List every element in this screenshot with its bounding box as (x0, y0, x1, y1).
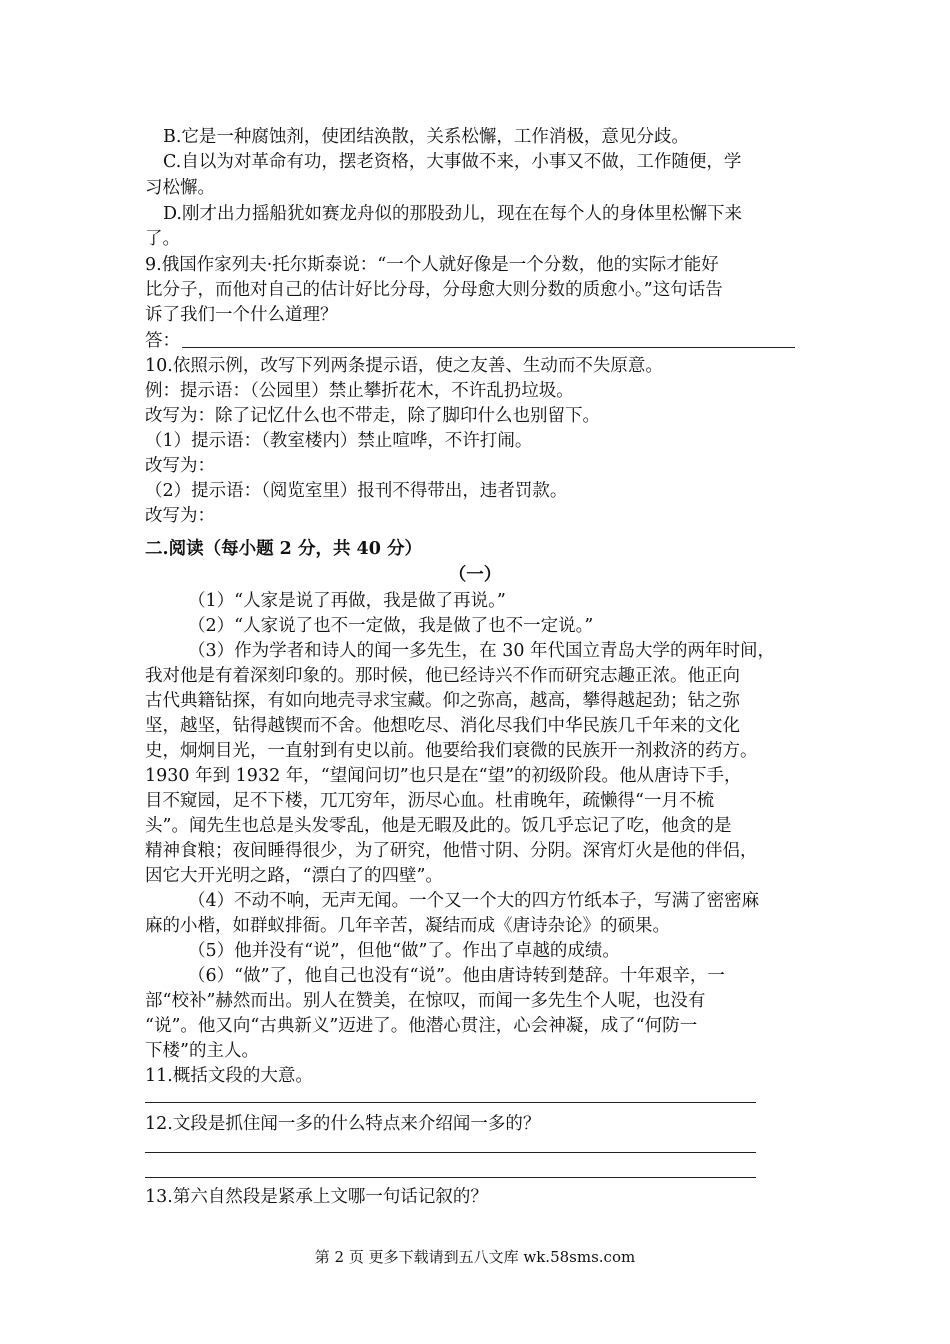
question-9: 9.俄国作家列夫·托尔斯泰说：“一个人就好像是一个分数，他的实际才能好 (145, 255, 719, 275)
option-d: D.刚才出力摇船犹如赛龙舟似的那股劲儿，现在在每个人的身体里松懈下来 (163, 204, 742, 224)
paragraph-3-line: 精神食粮；夜间睡得很少，为了研究，他惜寸阴、分阴。深宵灯火是他的伴侣， (145, 841, 758, 861)
option-c-cont: 习松懈。 (145, 178, 215, 198)
question-10: 10.依照示例，改写下列两条提示语，使之友善、生动而不失原意。 (145, 356, 663, 376)
question-9-line2: 比分子，而他对自己的估计好比分母，分母愈大则分数的质愈小。”这句话告 (145, 280, 723, 300)
paragraph-4-line: 麻的小楷，如群蚁排衙。几年辛苦，凝结而成《唐诗杂论》的硕果。 (145, 916, 670, 936)
prompt-2: （2）提示语：（阅览室里）报刊不得带出，违者罚款。 (145, 481, 568, 501)
option-c: C.自以为对革命有功，摆老资格，大事做不来，小事又不做，工作随便，学 (163, 152, 742, 172)
paragraph-3-line: 头”。闻先生也总是头发零乱，他是无暇及此的。饭几乎忘记了吃，他贪的是 (145, 816, 732, 836)
paragraph-5: （5）他并没有“说”，但他“做”了。作出了卓越的成绩。 (188, 941, 620, 961)
prompt-1: （1）提示语：（教室楼内）禁止喧哗，不许打闹。 (145, 431, 533, 451)
paragraph-6-line: “说”。他又向“古典新义”迈进了。他潜心贯注，心会神凝，成了“何防一 (145, 1016, 698, 1036)
example-prompt: 例：提示语：（公园里）禁止攀折花木，不许乱扔垃圾。 (145, 381, 574, 401)
page-footer: 第 2 页 更多下载请到五八文库 wk.58sms.com (314, 1248, 636, 1266)
answer-line[interactable] (145, 1102, 756, 1103)
paragraph-3-line: 我对他是有着深刻印象的。那时候，他已经诗兴不作而研究志趣正浓。他正向 (145, 666, 740, 686)
answer-line[interactable] (145, 1152, 756, 1153)
paragraph-4: （4）不动不响，无声无闻。一个又一个大的四方竹纸本子，写满了密密麻 (188, 891, 760, 911)
paragraph-1: （1）“人家是说了再做，我是做了再说。” (188, 591, 506, 611)
option-b: B.它是一种腐蚀剂，使团结涣散，关系松懈，工作消极，意见分歧。 (163, 127, 689, 147)
option-d-cont: 了。 (145, 229, 180, 249)
paragraph-3-line: 史，炯炯目光，一直射到有史以前。他要给我们衰微的民族开一剂救济的药方。 (145, 741, 758, 761)
paragraph-3-line: 因它大开光明之路，“漂白了的四壁”。 (145, 866, 443, 886)
paragraph-6-line: 部“校补”赫然而出。别人在赞美，在惊叹，而闻一多先生个人呢，也没有 (145, 991, 706, 1011)
paragraph-6: （6）“做”了，他自己也没有“说”。他由唐诗转到楚辞。十年艰辛，一 (188, 966, 725, 986)
answer-line[interactable] (145, 1177, 756, 1178)
paragraph-3-line: 目不窥园，足不下楼，兀兀穷年，沥尽心血。杜甫晚年，疏懒得“一月不梳 (145, 791, 714, 811)
answer-line[interactable] (182, 347, 795, 348)
question-9-line3: 诉了我们一个什么道理？ (145, 305, 338, 325)
answer-label: 答： (145, 331, 180, 351)
example-rewrite: 改写为：除了记忆什么也不带走，除了脚印什么也别留下。 (145, 406, 600, 426)
paragraph-2: （2）“人家说了也不一定做，我是做了也不一定说。” (188, 616, 594, 636)
paragraph-6-line: 下楼”的主人。 (145, 1041, 259, 1061)
section-heading: 二.阅读（每小题 2 分，共 40 分） (145, 539, 422, 559)
question-13: 13.第六自然段是紧承上文哪一句话记叙的？ (145, 1187, 488, 1207)
paragraph-3-line: 1930 年到 1932 年，“望闻问切”也只是在“望”的初级阶段。他从唐诗下手， (145, 766, 742, 786)
question-12: 12.文段是抓住闻一多的什么特点来介绍闻一多的？ (145, 1114, 541, 1134)
rewrite-1-label: 改写为： (145, 456, 215, 476)
paragraph-3: （3）作为学者和诗人的闻一多先生，在 30 年代国立青岛大学的两年时间， (188, 641, 776, 661)
paragraph-3-line: 坚，越坚，钻得越锲而不舍。他想吃尽、消化尽我们中华民族几千年来的文化 (145, 716, 740, 736)
question-11: 11.概括文段的大意。 (145, 1066, 313, 1086)
rewrite-2-label: 改写为： (145, 506, 215, 526)
paragraph-3-line: 古代典籍钻探，有如向地壳寻求宝藏。仰之弥高，越高，攀得越起劲；钻之弥 (145, 691, 740, 711)
passage-heading: （一） (448, 565, 502, 585)
